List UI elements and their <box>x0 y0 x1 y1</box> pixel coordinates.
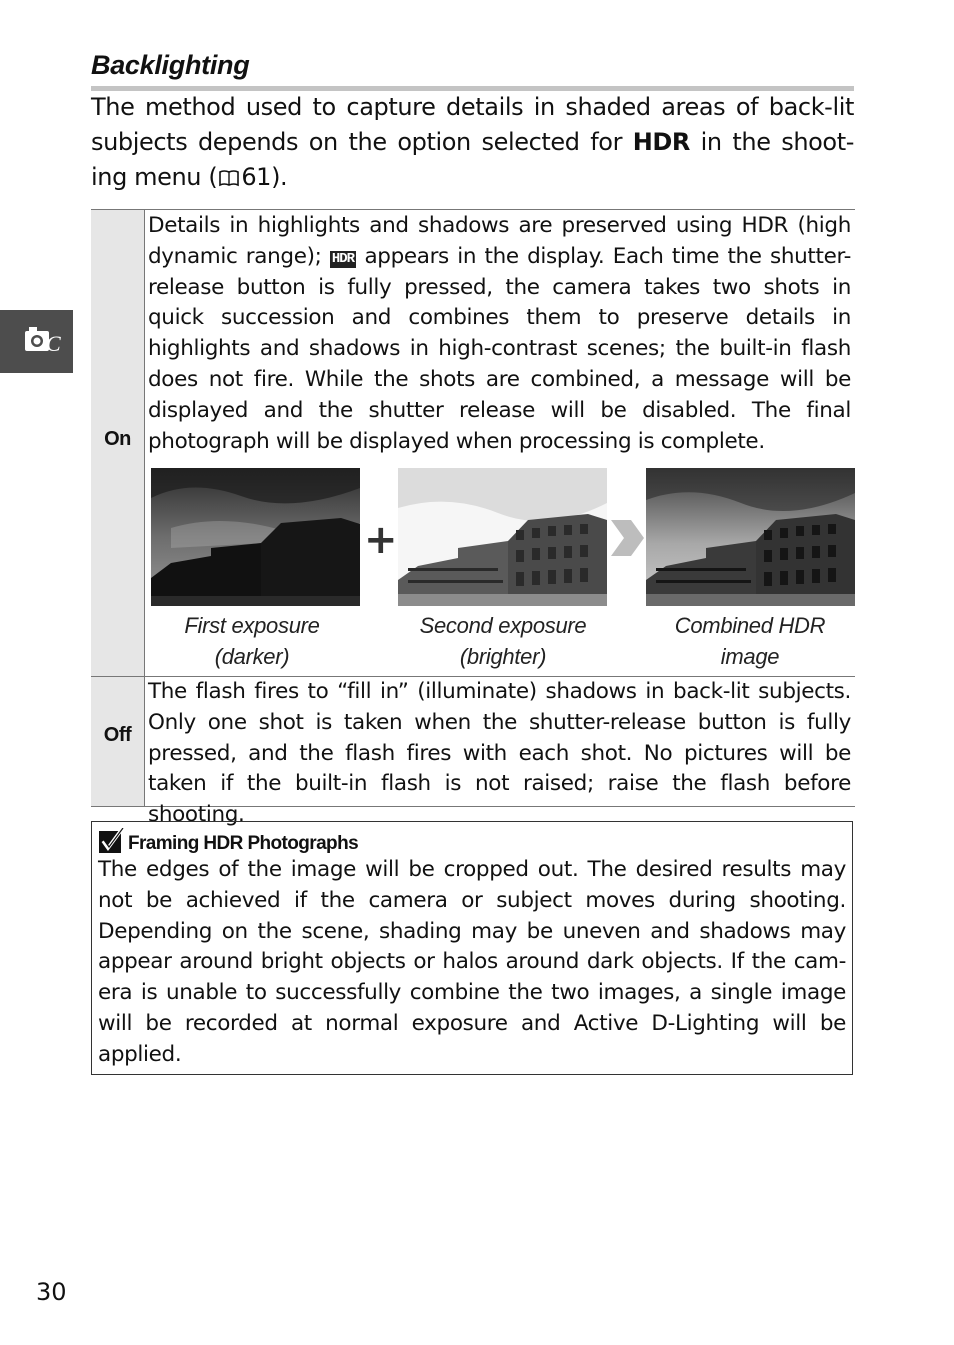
caption-first-exposure <box>137 610 367 672</box>
desc-on-part2: appears in the display. Each time the shutter-release button is fully pressed, the camera takes two shots in quick succession and combines them to preserve details in highlights and shadows in high-contrast scenes; the built-in flash does not fire. While the shots are combined, a message will be displayed and the shutter release will be disabled. The final photograph will be displayed when processing is complete. <box>148 243 851 454</box>
caption-first-line1: First exposure <box>184 613 320 638</box>
option-description-on <box>148 211 851 457</box>
caption-second-exposure <box>388 610 618 672</box>
caption-second-line2: (brighter) <box>459 644 547 669</box>
caption-first-line2: (darker) <box>214 644 290 669</box>
intro-paragraph <box>91 90 854 197</box>
arrow-right-icon <box>611 516 645 564</box>
caption-combined-line2: image <box>720 644 780 669</box>
intro-hdr-bold: HDR <box>632 128 690 156</box>
options-table <box>91 209 855 828</box>
scene-mode-icon <box>24 325 62 357</box>
note-title-text: Framing HDR Photographs <box>128 833 359 854</box>
caption-combined-hdr <box>635 610 865 672</box>
first-exposure-image <box>151 468 360 606</box>
book-reference-icon <box>219 162 239 197</box>
plus-icon: + <box>364 517 398 563</box>
section-heading: Backlighting <box>91 50 250 80</box>
desc-on-part1: Details in highlights and shadows are preserved using HDR (high dynamic range); <box>148 213 851 269</box>
option-description-off: The flash fires to “fill in” (illuminate) shadows in back-lit subjects. Only one shot is taken when the shutter-release button is fully pressed, and the flash fires with each shot. No pictures will be taken if the built-in flash is not raised; raise the flash before shooting. <box>148 679 851 828</box>
note-box <box>91 821 853 1075</box>
caption-combined-line1: Combined HDR <box>674 613 826 638</box>
caption-second-line1: Second exposure <box>419 613 587 638</box>
second-exposure-image <box>398 468 607 606</box>
shooting-mode-tab <box>0 310 73 373</box>
hdr-indicator-icon: HDR <box>331 250 355 267</box>
svg-text:C: C <box>46 331 61 356</box>
page-number: 30 <box>36 1278 67 1306</box>
intro-text-after: ). <box>271 163 288 191</box>
intro-ref-page: 61 <box>241 163 272 191</box>
option-label-column <box>91 210 145 806</box>
note-body: The edges of the image will be cropped out. The desired results may not be achieved if the camera or subject moves during shooting. Depending on the scene, shading may be uneven and shadows may appear around bright objects or halos around dark objects. If the cam-era is unable to successfully combine the two images, a single image will be recorded at normal exposure and Active D-Lighting will be applied. <box>98 857 846 1067</box>
intro-text-middle: in the shoot-ing menu ( <box>91 128 854 191</box>
option-label-on: On <box>104 428 131 450</box>
combined-hdr-image <box>646 468 855 606</box>
intro-text-before: The method used to capture details in shaded areas of back-lit subjects depends on the option selected for <box>91 93 854 156</box>
option-label-off: Off <box>103 724 132 746</box>
